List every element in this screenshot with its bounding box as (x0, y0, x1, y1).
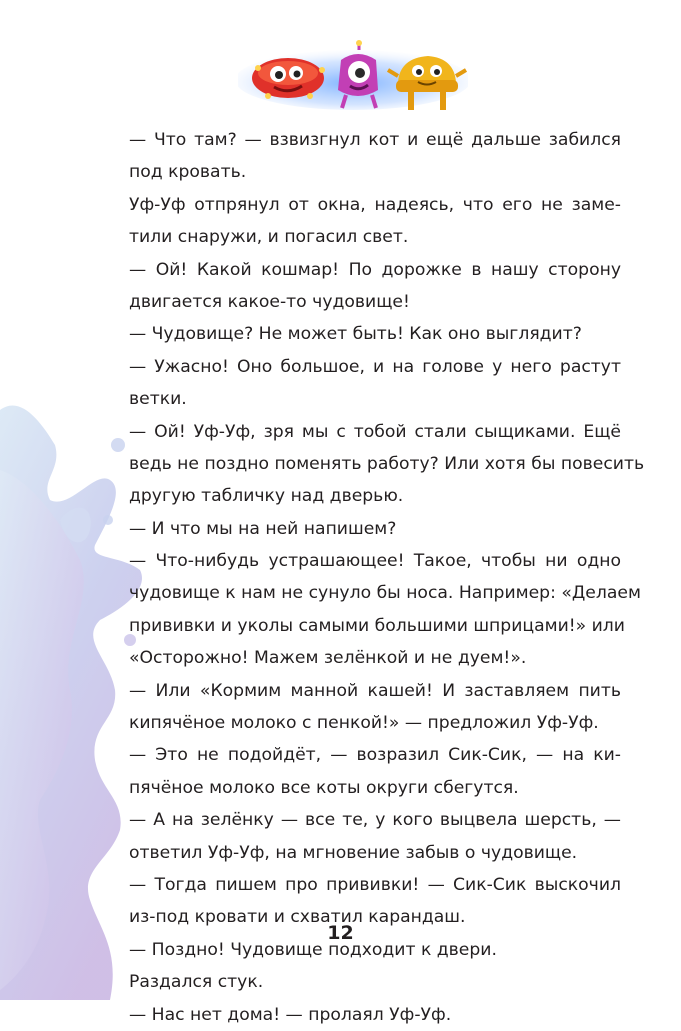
text-line: — Чудовище? Не может быть! Как оно выглядит? (129, 324, 582, 345)
text-line: «Осторожно! Мажем зелёнкой и не дуем!». (129, 648, 527, 669)
text-line: — Ой! Уф-Уф, зря мы с тобой стали сыщиками. Ещё (129, 421, 621, 442)
text-line: ветки. (129, 389, 187, 410)
text-line: — Что там? — взвизгнул кот и ещё дальше забился (129, 130, 621, 150)
text-line: прививки и уколы самыми большими шприцами!» или (129, 615, 625, 636)
text-line: — Ой! Какой кошмар! По дорожке в нашу сторону (129, 259, 621, 280)
text-line: Уф-Уф отпрянул от окна, надеясь, что его не заме- (129, 194, 621, 215)
text-line: — Это не подойдёт, — возразил Сик-Сик, — на ки- (129, 745, 621, 766)
text-line: под кровать. (129, 162, 247, 183)
text-line: пячёное молоко все коты округи сбегутся. (129, 777, 519, 798)
text-line: Раздался стук. (129, 972, 264, 993)
text-line: ведь не поздно поменять работу? Или хотя бы повесить (129, 453, 645, 474)
text-line: — Поздно! Чудовище подходит к двери. (129, 939, 497, 960)
text-line: — Ужасно! Оно большое, и на голове у него растут (129, 356, 621, 377)
text-line: ответил Уф-Уф, на мгновение забыв о чудовище. (129, 842, 578, 863)
text-line: чудовище к нам не сунуло бы носа. Например: «Делаем (129, 583, 641, 604)
text-line: — А на зелёнку — все те, у кого выцвела шерсть, — (129, 810, 621, 831)
text-line: другую табличку над дверью. (129, 486, 404, 507)
text-line: из-под кровати и схватил карандаш. (129, 907, 466, 928)
text-line: двигается какое-то чудовище! (129, 291, 410, 312)
page-number: 12 (327, 922, 354, 944)
text-line: кипячёное молоко с пенкой!» — предложил Уф-Уф. (129, 713, 599, 734)
text-line: — Что-нибудь устрашающее! Такое, чтобы ни одно (129, 551, 621, 572)
text-line: — Нас нет дома! — пролаял Уф-Уф. (129, 1004, 452, 1025)
text-line: — Или «Кормим манной кашей! И заставляем пить (129, 680, 621, 701)
text-line: — И что мы на ней напишем? (129, 518, 397, 539)
text-line: тили снаружи, и погасил свет. (129, 227, 409, 248)
text-line: — Тогда пишем про прививки! — Сик-Сик выскочил (129, 874, 621, 895)
header-monsters-illustration (238, 40, 468, 116)
story-text (129, 124, 645, 1031)
